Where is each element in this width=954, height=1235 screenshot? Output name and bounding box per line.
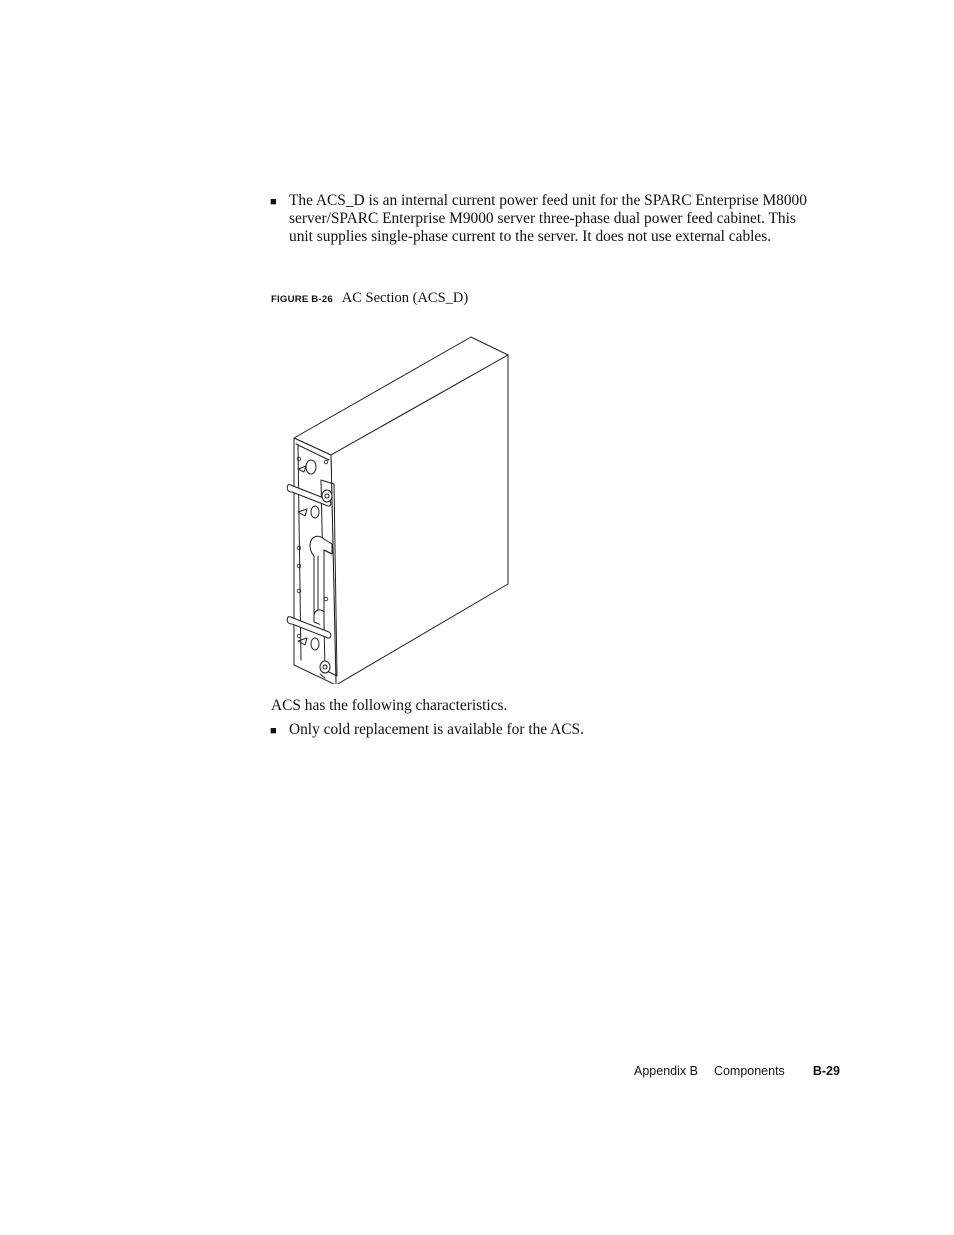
footer-section: Appendix B	[634, 1064, 698, 1078]
figure-title: AC Section (ACS_D)	[341, 290, 469, 306]
characteristics-intro: ACS has the following characteristics.	[271, 697, 508, 714]
acs-d-unit-illustration	[284, 334, 514, 684]
bullet-item-acs-d	[270, 192, 810, 246]
page-footer	[634, 1063, 840, 1079]
page-number: B-29	[812, 1064, 840, 1078]
figure-label: FIGURE B-26	[271, 294, 333, 305]
figure-caption	[271, 289, 468, 309]
paragraph-acs-d: The ACS_D is an internal current power feed unit for the SPARC Enterprise M8000 server/SPARC Enterprise M9000 server three-phase dual power feed cabinet. This unit supplies single-phase current to the server. It does not use external cables.	[289, 192, 807, 245]
footer-chapter: Components	[713, 1064, 785, 1078]
bullet-marker: ■	[270, 196, 277, 208]
cold-replacement-text: Only cold replacement is available for the ACS.	[289, 721, 584, 738]
bullet-marker: ■	[270, 725, 277, 737]
bullet-item-cold-replacement	[270, 721, 810, 740]
